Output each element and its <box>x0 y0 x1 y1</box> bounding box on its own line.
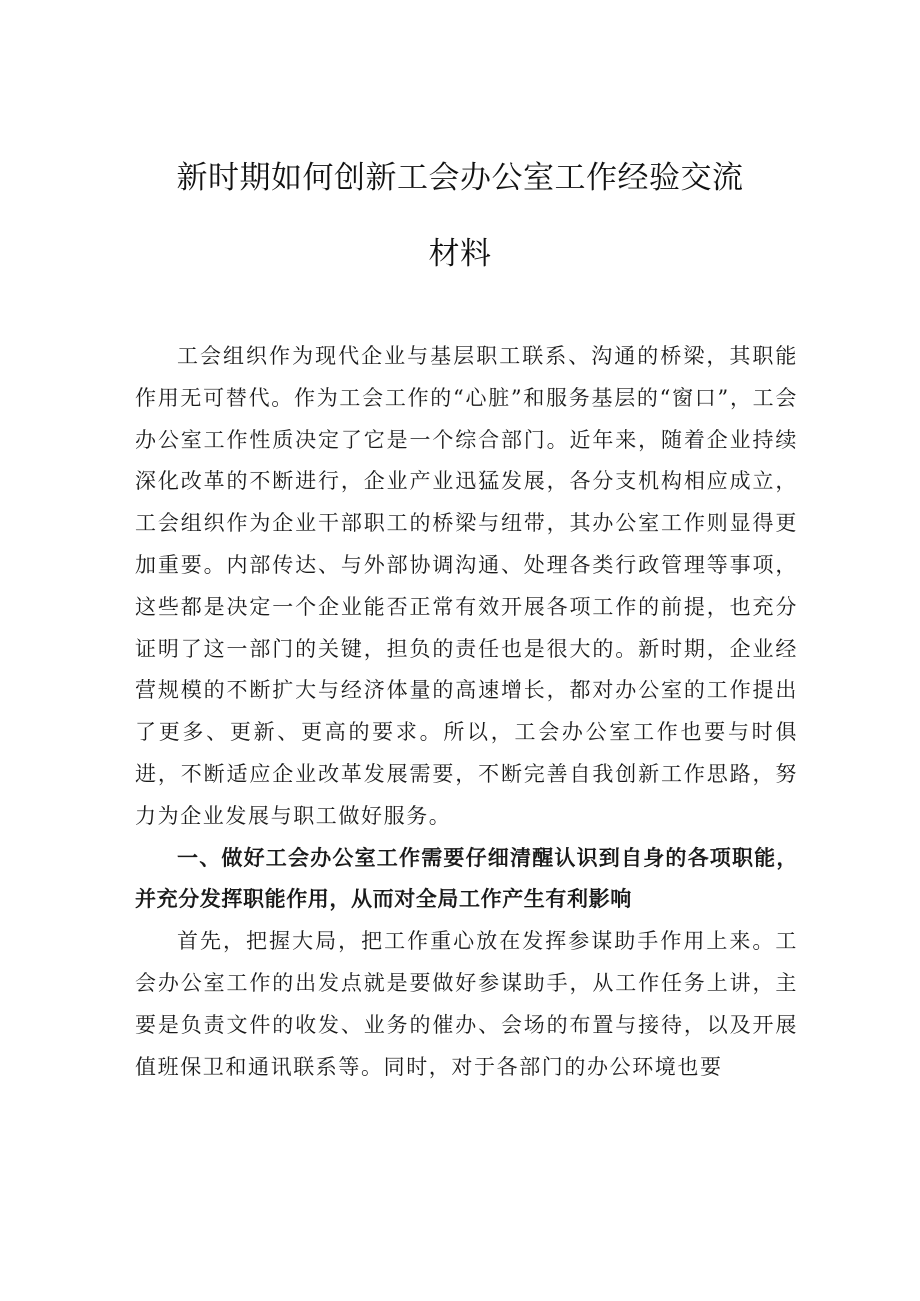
document-title-line-2: 材料 <box>428 236 492 272</box>
intro-paragraph: 工会组织作为现代企业与基层职工联系、沟通的桥梁，其职能作用无可替代。作为工会工作的“心脏”和服务基层的“窗口”，工会办公室工作性质决定了它是一个综合部门。近年来，随着企业持续深化改革的不断进行，企业产业迅猛发展，各分支机构相应成立，工会组织作为企业干部职工的桥梁与纽带，其办公室工作则显得更加重要。内部传达、与外部协调沟通、处理各类行政管理等事项，这些都是决定一个企业能否正常有效开展各项工作的前提，也充分证明了这一部门的关键，担负的责任也是很大的。新时期，企业经营规模的不断扩大与经济体量的高速增长，都对办公室的工作提出了更多、更新、更高的要求。所以，工会办公室工作也要与时俱进，不断适应企业改革发展需要，不断完善自我创新工作思路，努力为企业发展与职工做好服务。 <box>135 344 798 828</box>
section-1-paragraph: 首先，把握大局，把工作重心放在发挥参谋助手作用上来。工会办公室工作的出发点就是要做好参谋助手，从工作任务上讲，主要是负责文件的收发、业务的催办、会场的布置与接待，以及开展值班保卫和通讯联系等。同时，对于各部门的办公环境也要 <box>135 929 798 1079</box>
document-title-line-1: 新时期如何创新工会办公室工作经验交流 <box>176 160 744 196</box>
document-body <box>135 336 798 1088</box>
section-heading-1: 一、做好工会办公室工作需要仔细清醒认识到自身的各项职能，并充分发挥职能作用，从而对全局工作产生有利影响 <box>135 845 798 912</box>
